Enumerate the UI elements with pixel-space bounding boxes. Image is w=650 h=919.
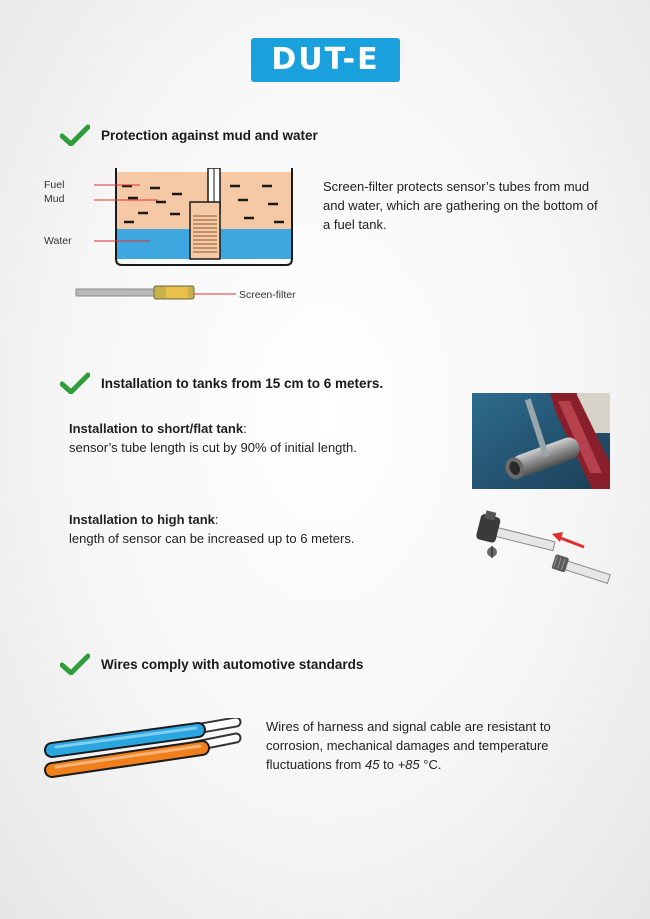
high-tank-title: Installation to high tank (69, 512, 215, 527)
mud-description: Screen-filter protects sensor’s tubes from mud and water, which are gathering on the bottom of a fuel tank. (323, 179, 598, 232)
section-heading-wires: Wires comply with automotive standards (101, 657, 364, 672)
section-heading-install: Installation to tanks from 15 cm to 6 meters. (101, 376, 384, 391)
fuel-label: Fuel (44, 179, 65, 191)
water-label: Water (44, 235, 72, 247)
high-tank-text: length of sensor can be increased up to 6 meters. (69, 531, 355, 546)
wires-illustration (40, 718, 250, 790)
temp-low-value: 45 (365, 757, 380, 772)
screen-filter-label: Screen-filter (239, 289, 296, 301)
short-tank-title: Installation to short/flat tank (69, 421, 244, 436)
checkmark-icon (60, 653, 90, 675)
extension-illustration (466, 510, 616, 592)
brand-logo (251, 38, 400, 82)
mud-label: Mud (44, 193, 65, 205)
checkmark-icon (60, 372, 90, 394)
checkmark-icon (60, 124, 90, 146)
short-tank-block: Installation to short/flat tank: sensor’s tube length is cut by 90% of initial length. (69, 421, 357, 455)
tank-illustration (40, 168, 310, 308)
short-tank-photo (472, 393, 610, 489)
short-tank-text: sensor’s tube length is cut by 90% of initial length. (69, 440, 357, 455)
logo-text: DUT-E (271, 42, 380, 77)
wires-description-text: Wires of harness and signal cable are resistant to corrosion, mechanical damages and temperature fluctuations from (266, 719, 551, 772)
temp-unit: °C. (423, 757, 442, 772)
temp-high-value: +85 (397, 757, 420, 772)
high-tank-block: Installation to high tank: length of sensor can be increased up to 6 meters. (69, 512, 355, 546)
section-heading-mud: Protection against mud and water (101, 128, 318, 143)
wires-description (266, 717, 576, 774)
temp-to-word: to (383, 757, 394, 772)
